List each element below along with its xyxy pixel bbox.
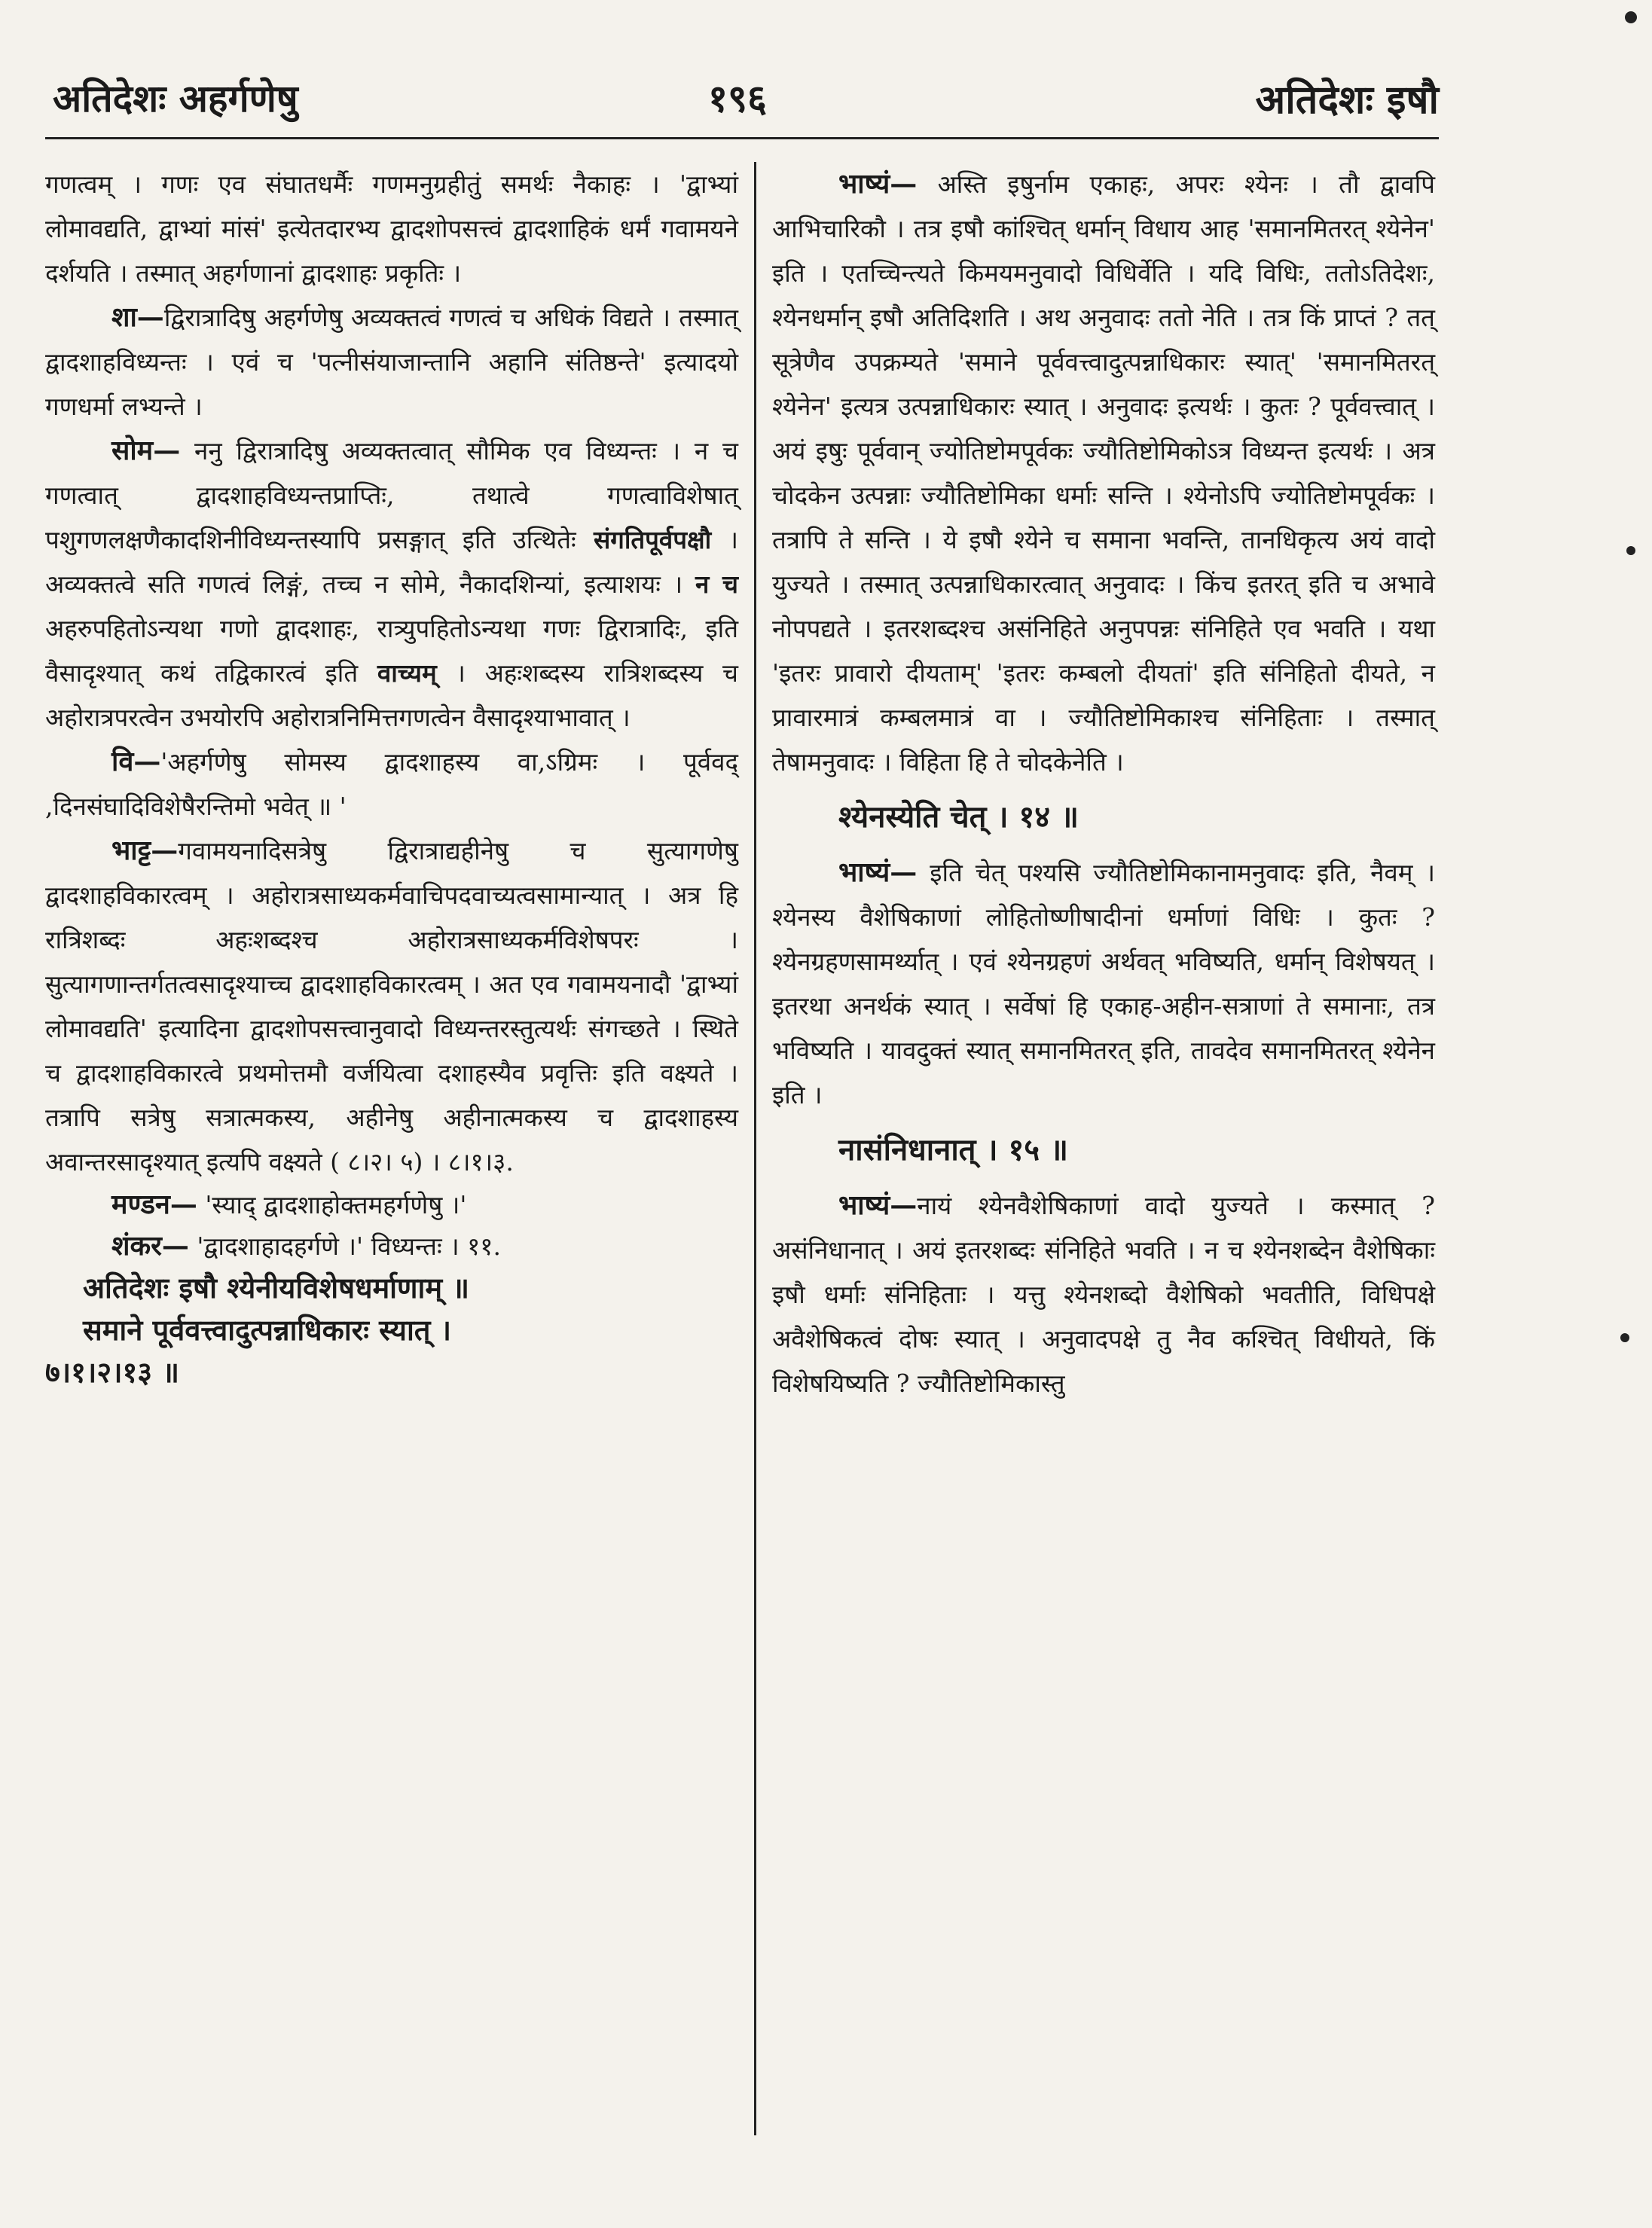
commentary-label-bhashya: भाष्यं— (838, 1189, 918, 1221)
paragraph (772, 850, 1435, 1117)
paragraph-text: द्विरात्रादिषु अहर्गणेषु अव्यक्तत्वं गणत्वं च अधिकं विद्यते । तस्मात् द्वादशाहविध्यन्तः । एवं च 'पत्नीसंयाजान्तानि अहानि संतिष्ठन्ते' इत्यादयो गणधर्मा लभ्यन्ते । (45, 303, 738, 421)
page-number: १९६ (708, 76, 767, 121)
paragraph (772, 1183, 1435, 1405)
sutra-number: ७।१।२।१३ ॥ (45, 1355, 179, 1389)
commentary-label-bhashya: भाष्यं— (838, 168, 918, 200)
adhikarana-title: अतिदेशः इषौ श्येनीयविशेषधर्माणाम् ॥ (83, 1271, 470, 1305)
paragraph (45, 429, 738, 740)
paragraph (45, 162, 738, 295)
paragraph-text: गवामयनादिसत्रेषु द्विरात्राद्यहीनेषु च सुत्यागणेषु द्वादशाहविकारत्वम् । अहोरात्रसाध्यकर्मवाचिपदवाच्यत्वसामान्यात् । अत्र हि रात्रिशब्दः अहःशब्दश्च अहोरात्रसाध्यकर्मविशेषपरः । सुत्यागणान्तर्गतत्वसादृश्याच्च द्वादशाहविकारत्वम् । अत एव गवामयनादौ 'द्वाभ्यां लोमावद्यति' इत्यादिना द्वादशोपसत्त्वानुवादो विध्यन्तरस्तुत्यर्थः संगच्छते । स्थिते च द्वादशाहविकारत्वे प्रथमोत्तमौ वर्जयित्वा दशाहस्यैव प्रवृत्तिः इति वक्ष्यते । तत्रापि सत्रेषु सत्रात्मकस्य, अहीनेषु अहीनात्मकस्य च द्वादशाहस्य अवान्तरसादृश्यात् इत्यपि वक्ष्यते ( ८।२। ५) । ८।१।३. (45, 836, 738, 1177)
paragraph-text: अस्ति इषुर्नाम एकाहः, अपरः श्येनः । तौ द्वावपि आभिचारिकौ । तत्र इषौ कांश्चित् धर्मान् विधाय आह 'समानमितरत् श्येनेन' इति । एतच्चिन्त्यते किमयमनुवादो विधिर्वेति । यदि विधिः, ततोऽतिदेशः, श्येनधर्मान् इषौ अतिदिशति । अथ अनुवादः ततो नेति । तत्र किं प्राप्तं ? तत् सूत्रेणैव उपक्रम्यते 'समाने पूर्ववत्त्वादुत्पन्नाधिकारः स्यात्' 'समानमितरत् श्येनेन' इत्यत्र उत्पन्नाधिकारः स्यात् । अनुवादः इत्यर्थः । कुतः ? पूर्ववत्त्वात् । अयं इषुः पूर्ववान् ज्योतिष्टोमपूर्वकः ज्यौतिष्टोमिकोऽत्र विध्यन्त इत्यर्थः । अत्र चोदकेन उत्पन्नाः ज्यौतिष्टोमिका धर्माः सन्ति । श्येनोऽपि ज्योतिष्टोमपूर्वकः । तत्रापि ते सन्ति । ये इषौ श्येने च समाना भवन्ति, तानधिकृत्य अयं वादो युज्यते । तस्मात् उत्पन्नाधिकारत्वात् अनुवादः । किंच इतरत् इति च अभावे नोपपद्यते । इतरशब्दश्च असंनिहिते अनुपपन्नः संनिहिते एव भवति । यथा 'इतरः प्रावारो दीयताम्' 'इतरः कम्बलो दीयतां' इति संनिहितो दीयते, न प्रावारमात्रं कम्बलमात्रं वा । ज्यौतिष्टोमिकाश्च संनिहिताः । तस्मात् तेषामनुवादः । विहिता हि ते चोदकेनेति । (772, 169, 1435, 777)
paragraph-text: नायं श्येनवैशेषिकाणां वादो युज्यते । कस्मात् ? असंनिधानात् । अयं इतरशब्दः संनिहिते भवति । न च श्येनशब्देन वैशेषिकाः इषौ धर्माः संनिहिताः । यत्तु श्येनशब्दो वैशेषिको भवतीति, विधिपक्षे अवैशेषिकत्वं दोषः स्यात् । अनुवादपक्षे तु नैव कश्चित् विधीयते, किं विशेषयिष्यति ? ज्यौतिष्टोमिकास्तु (772, 1191, 1435, 1398)
paragraph (45, 295, 738, 429)
commentary-label-sha: शा— (111, 301, 164, 333)
header-rule (45, 137, 1439, 139)
bold-term: वाच्यम् (377, 658, 437, 688)
adhikarana-heading (45, 1267, 738, 1309)
scan-speck (1620, 1333, 1629, 1342)
paragraph (772, 162, 1435, 784)
paragraph-text: । अव्यक्तत्वे सति गणत्वं लिङ्गं, तच्च न सोमे, नैकादशिन्यां, इत्याशयः । (45, 525, 738, 599)
running-head-left: अतिदेशः अहर्गणेषु (53, 76, 298, 121)
paragraph-text: इति चेत् पश्यसि ज्यौतिष्टोमिकानामनुवादः इति, नैवम् । श्येनस्य वैशेषिकाणां लोहितोष्णीषादीनां धर्माणां विधिः । कुतः ? श्येनग्रहणसामर्थ्यात् । एवं श्येनग्रहणं अर्थवत् भविष्यति, धर्मान् विशेषयत् । इतरथा अनर्थकं स्यात् । सर्वेषां हि एकाह-अहीन-सत्राणां ते समानाः, तत्र भविष्यति । यावदुक्तं स्यात् समानमितरत् इति, तावदेव समानमितरत् श्येनेन इति । (772, 858, 1435, 1109)
commentary-label-shankara: शंकर— (111, 1230, 189, 1262)
paragraph-text: 'स्याद् द्वादशाहोक्तमहर्गणेषु ।' (197, 1190, 467, 1219)
paragraph-text: ननु द्विरात्रादिषु अव्यक्तत्वात् सौमिक एव विध्यन्तः । न च गणत्वात् द्वादशाहविध्यन्तप्राप्तिः, तथात्वे गणत्वाविशेषात् पशुगणलक्षणैकादशिनीविध्यन्तस्यापि प्रसङ्गात् इति उत्थितेः (45, 436, 738, 554)
running-head-right: अतिदेशः इषौ (1255, 77, 1439, 123)
sutra-text (45, 1309, 738, 1351)
paragraph-text: 'द्वादशाहादहर्गणे ।' विध्यन्तः । ११. (188, 1232, 501, 1261)
commentary-label-soma: सोम— (111, 435, 181, 466)
right-column (772, 162, 1435, 1405)
sutra-15: नासंनिधानात् । १५ ॥ (838, 1132, 1068, 1167)
sutra-line: समाने पूर्ववत्त्वादुत्पन्नाधिकारः स्यात् । (83, 1313, 452, 1347)
sutra-reference (45, 1351, 738, 1393)
paragraph-text: अहरुपहितोऽन्यथा गणो द्वादशाहः, रात्र्युपहितोऽन्यथा गणः द्विरात्रादिः, इति वैसादृश्यात् कथं तद्विकारत्वं इति (45, 614, 738, 688)
commentary-label-vi: वि— (111, 746, 161, 777)
commentary-label-bhatta: भाट्ट— (111, 835, 179, 866)
paragraph-text: । अहःशब्दस्य रात्रिशब्दस्य च अहोरात्रपरत्वेन उभयोरपि अहोरात्रनिमित्तगणत्वेन वैसादृश्याभावात् । (45, 658, 738, 732)
bold-term: न च (695, 569, 738, 599)
paragraph-text: 'अहर्गणेषु सोमस्य द्वादशाहस्य वा,ऽग्रिमः । पूर्ववद् ,दिनसंघादिविशेषैरन्तिमो भवेत् ॥ ' (45, 747, 738, 821)
left-column (45, 162, 738, 1393)
paragraph-text: गणत्वम् । गणः एव संघातधर्मैः गणमनुग्रहीतुं समर्थः नैकाहः । 'द्वाभ्यां लोमावद्यति, द्वाभ्यां मांसं' इत्येतदारभ्य द्वादशोपसत्त्वं द्वादशाहिकं धर्मं गवामयने दर्शयति । तस्मात् अहर्गणानां द्वादशाहः प्रकृतिः । (45, 169, 738, 288)
scan-speck (1626, 546, 1635, 555)
commentary-label-bhashya: भाष्यं— (838, 856, 918, 888)
column-divider (754, 162, 756, 2135)
scan-speck (1625, 11, 1637, 23)
paragraph (45, 1184, 738, 1225)
sutra-14: श्येनस्येति चेत् । १४ ॥ (838, 799, 1079, 835)
paragraph (45, 1225, 738, 1267)
paragraph (45, 740, 738, 829)
paragraph (45, 829, 738, 1184)
bold-term: संगतिपूर्वपक्षौ (593, 525, 712, 554)
page-header (45, 72, 1439, 139)
commentary-label-mandana: मण्डन— (111, 1189, 197, 1220)
